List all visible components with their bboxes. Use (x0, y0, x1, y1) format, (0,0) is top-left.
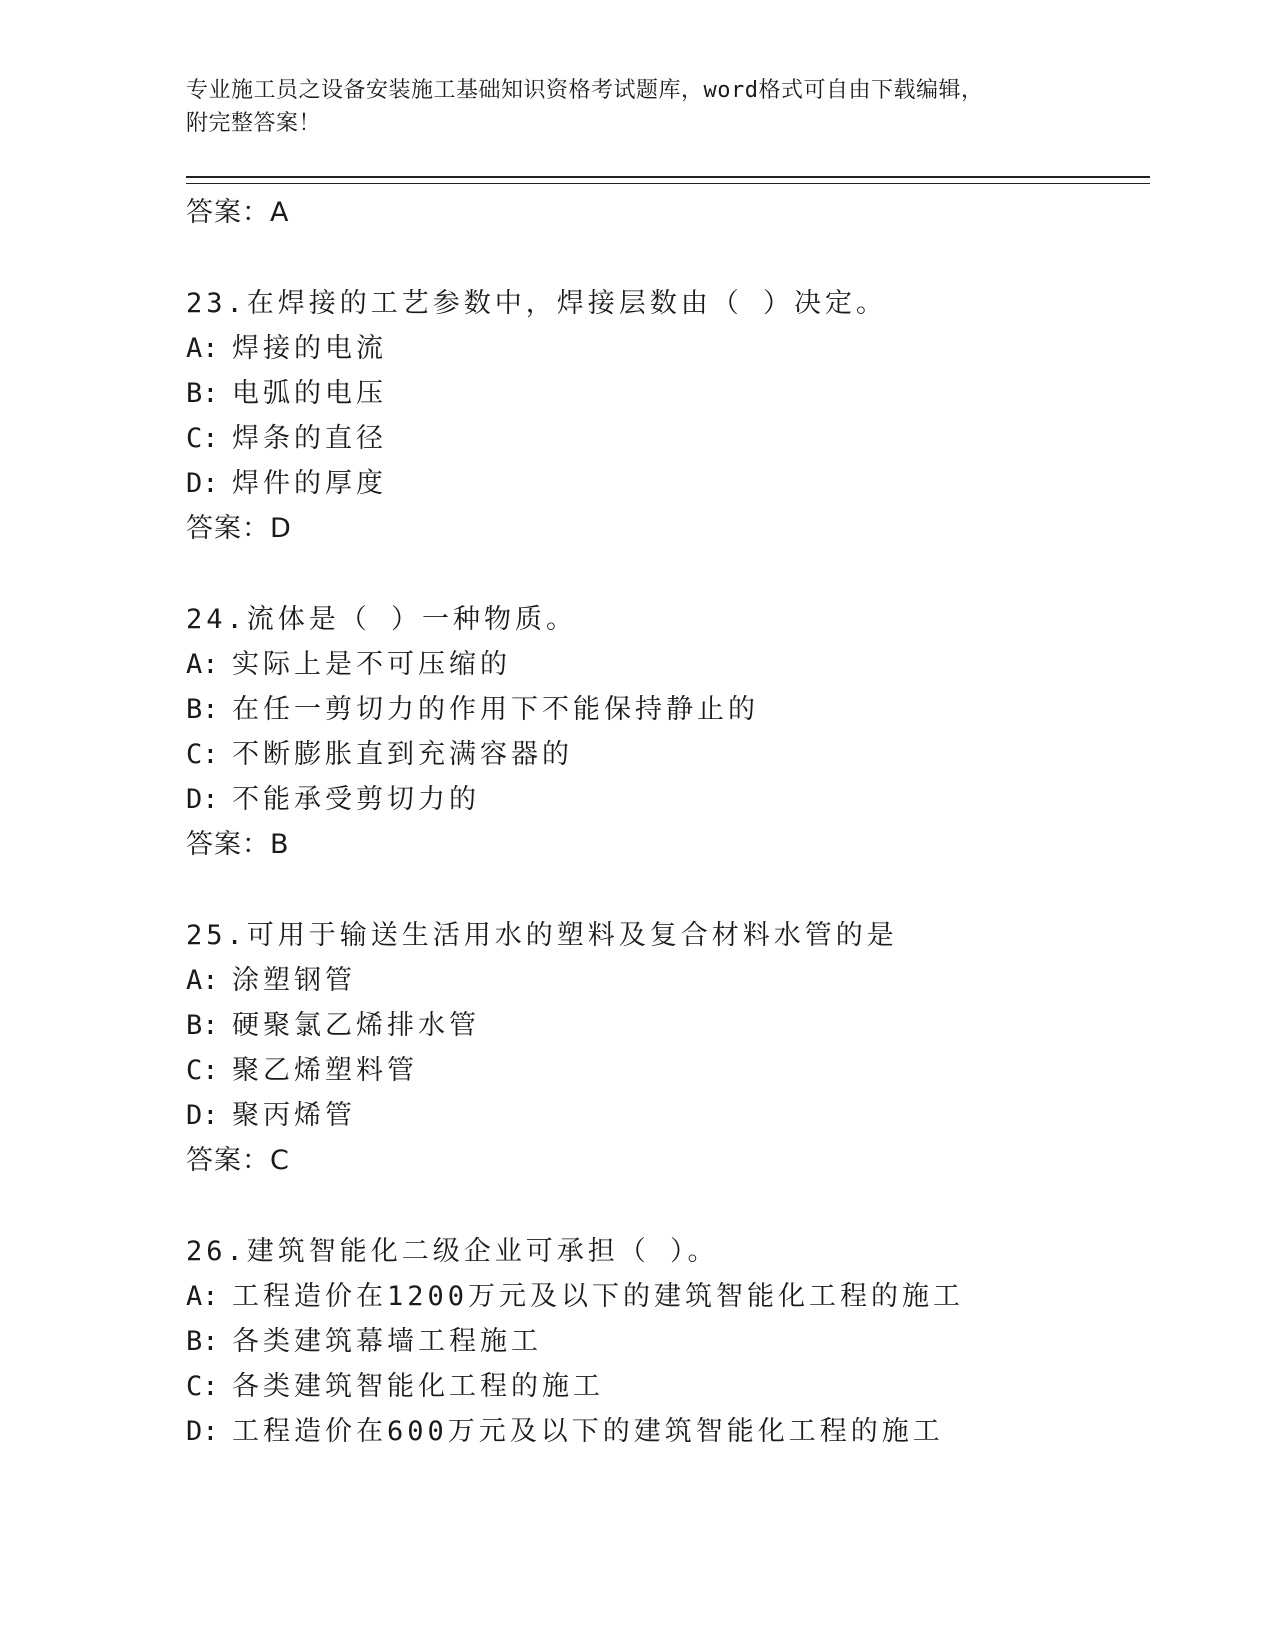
answer-line: 答案：C (186, 1145, 290, 1176)
option-text: 各类建筑智能化工程的施工 (232, 1371, 604, 1402)
option-letter: C: (186, 423, 219, 454)
option-c (186, 416, 1146, 461)
option-d (186, 1093, 1146, 1138)
question-text: 25.可用于输送生活用水的塑料及复合材料水管的是 (186, 920, 898, 951)
option-text: 实际上是不可压缩的 (232, 649, 511, 680)
header-divider-thick (186, 176, 1150, 178)
option-text: 焊件的厚度 (232, 468, 387, 499)
header-line-2: 附完整答案！ (186, 111, 322, 136)
option-text: 工程造价在1200万元及以下的建筑智能化工程的施工 (232, 1281, 965, 1312)
option-letter: C: (186, 1371, 219, 1402)
option-a (186, 326, 1146, 371)
option-b (186, 1319, 1146, 1364)
option-letter: B: (186, 1010, 219, 1041)
option-c (186, 1048, 1146, 1093)
option-text: 不能承受剪切力的 (232, 784, 480, 815)
option-letter: A: (186, 965, 219, 996)
option-letter: D: (186, 468, 219, 499)
question-block (186, 597, 1146, 868)
option-letter: A: (186, 1281, 219, 1312)
option-d (186, 777, 1146, 822)
option-b (186, 371, 1146, 416)
option-text: 工程造价在600万元及以下的建筑智能化工程的施工 (232, 1416, 944, 1447)
option-a (186, 1274, 1146, 1319)
option-text: 不断膨胀直到充满容器的 (232, 739, 573, 770)
option-text: 涂塑钢管 (232, 965, 356, 996)
document-header (186, 74, 1086, 140)
previous-answer: 答案：A (186, 197, 290, 228)
option-text: 焊条的直径 (232, 423, 387, 454)
question-text: 26.建筑智能化二级企业可承担（ ）。 (186, 1236, 719, 1267)
option-letter: C: (186, 1055, 219, 1086)
option-letter: A: (186, 649, 219, 680)
option-c (186, 1364, 1146, 1409)
option-b (186, 687, 1146, 732)
option-d (186, 461, 1146, 506)
option-letter: D: (186, 1416, 219, 1447)
option-letter: C: (186, 739, 219, 770)
option-text: 硬聚氯乙烯排水管 (232, 1010, 480, 1041)
option-letter: A: (186, 333, 219, 364)
question-block (186, 913, 1146, 1184)
header-divider-thin (186, 183, 1150, 184)
option-letter: D: (186, 1100, 219, 1131)
option-text: 聚丙烯管 (232, 1100, 356, 1131)
option-a (186, 642, 1146, 687)
option-letter: B: (186, 378, 219, 409)
option-c (186, 732, 1146, 777)
option-a (186, 958, 1146, 1003)
option-text: 电弧的电压 (232, 378, 387, 409)
answer-line: 答案：D (186, 513, 292, 544)
question-text: 24.流体是（ ）一种物质。 (186, 604, 578, 635)
question-text: 23.在焊接的工艺参数中，焊接层数由（ ）决定。 (186, 288, 888, 319)
answer-line: 答案：B (186, 829, 290, 860)
option-d (186, 1409, 1146, 1454)
option-letter: D: (186, 784, 219, 815)
option-text: 焊接的电流 (232, 333, 387, 364)
header-line-1: 专业施工员之设备安装施工基础知识资格考试题库，word格式可自由下载编辑， (186, 78, 984, 103)
question-list (186, 190, 1146, 1454)
option-letter: B: (186, 694, 219, 725)
question-block (186, 281, 1146, 552)
question-block (186, 1229, 1146, 1454)
option-text: 各类建筑幕墙工程施工 (232, 1326, 542, 1357)
option-b (186, 1003, 1146, 1048)
option-text: 聚乙烯塑料管 (232, 1055, 418, 1086)
option-letter: B: (186, 1326, 219, 1357)
option-text: 在任一剪切力的作用下不能保持静止的 (232, 694, 759, 725)
